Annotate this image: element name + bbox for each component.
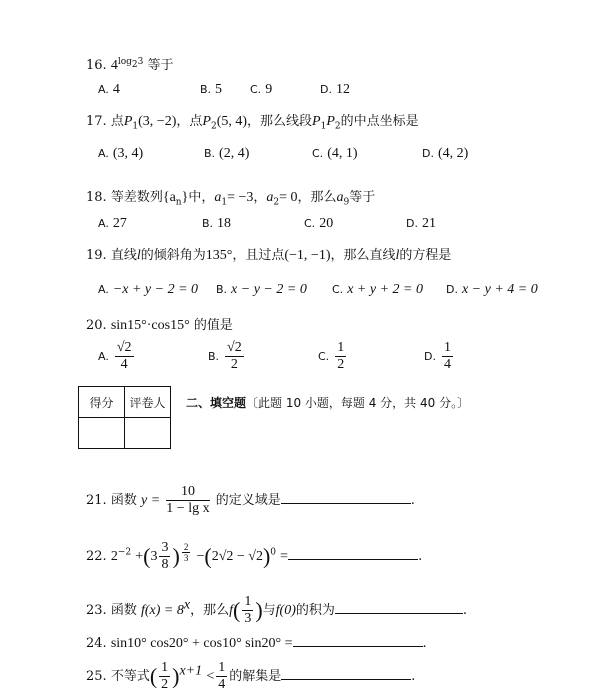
q20-option-c	[318, 340, 348, 373]
option-value: x + y + 2 = 0	[347, 282, 423, 297]
point-coord: (3, −2)	[138, 114, 177, 129]
option-value: 21	[421, 216, 436, 231]
option-label: A.	[98, 217, 109, 230]
option-label: A.	[98, 147, 109, 160]
term-name: a	[266, 190, 274, 205]
question-text: 的值是	[193, 318, 233, 333]
period: .	[422, 636, 427, 651]
question-number: 25.	[86, 669, 107, 684]
denominator: 1 − lg x	[166, 501, 210, 516]
option-label: B.	[216, 283, 228, 296]
option-label: D.	[424, 350, 436, 363]
operator: <	[206, 669, 215, 684]
question-21	[86, 484, 415, 517]
function-lhs: y =	[140, 493, 161, 508]
operator: −	[196, 549, 205, 564]
subscript: 2	[334, 121, 341, 132]
grader-header: 评卷人	[125, 387, 171, 418]
option-label: B.	[202, 217, 214, 230]
denominator: 4	[120, 357, 128, 372]
subscript: 1	[320, 121, 327, 132]
option-value: 20	[319, 216, 334, 231]
power-base: 2	[110, 549, 118, 564]
option-value: 12	[335, 82, 350, 97]
score-table	[78, 386, 171, 449]
option-value: (4, 2)	[437, 146, 469, 161]
sequence-name: {a	[162, 190, 176, 205]
q18-option-d	[406, 216, 436, 232]
left-paren: (	[232, 597, 241, 623]
question-24	[86, 634, 427, 652]
q18-option-c	[304, 216, 333, 232]
period: .	[411, 669, 416, 684]
option-label: A.	[98, 283, 109, 296]
question-16	[86, 54, 174, 74]
angle-value: 135°	[205, 248, 233, 263]
question-text: 的积为	[295, 603, 335, 618]
question-number: 19.	[86, 248, 107, 263]
numerator: 1	[218, 660, 226, 675]
fraction	[335, 340, 346, 373]
denominator: 2	[337, 357, 345, 372]
numerator: 1	[443, 340, 451, 355]
q19-option-b	[216, 282, 307, 298]
fraction	[166, 484, 209, 517]
exponent: x+1	[179, 663, 203, 679]
question-number: 24.	[86, 636, 107, 651]
question-number: 16.	[86, 58, 107, 73]
fraction	[242, 594, 253, 627]
math-expression: sin15°·cos15°	[110, 318, 190, 333]
section-title: 二、填空题	[186, 396, 247, 410]
q20-option-a	[98, 340, 136, 373]
q16-option-c	[250, 82, 272, 98]
term-name: a	[336, 190, 344, 205]
log-label: log	[117, 56, 132, 67]
left-paren: (	[143, 543, 151, 569]
fraction	[115, 340, 134, 373]
question-text: ，且过点	[232, 248, 285, 263]
fraction	[159, 660, 170, 693]
option-label: C.	[304, 217, 316, 230]
option-label: C.	[318, 350, 330, 363]
question-text: 中，	[188, 190, 215, 205]
period: .	[418, 549, 423, 564]
grader-cell[interactable]	[125, 418, 171, 449]
left-paren: (	[149, 663, 158, 689]
denominator: 8	[161, 557, 169, 572]
score-cell[interactable]	[79, 418, 125, 449]
question-23	[86, 594, 467, 627]
point-coord: (5, 4)	[216, 114, 248, 129]
question-text: 的倾斜角为	[140, 248, 206, 263]
question-number: 17.	[86, 114, 107, 129]
exponent: 0	[270, 547, 277, 558]
q17-option-d	[422, 146, 468, 162]
point-coord: (−1, −1)	[284, 248, 331, 263]
function-def: f(x) = 8	[140, 603, 184, 618]
question-text: 的解集是	[229, 669, 282, 684]
option-label: D.	[320, 83, 332, 96]
right-paren: )	[172, 663, 180, 689]
subscript: 2	[210, 121, 217, 132]
option-label: C.	[312, 147, 324, 160]
subscript: 1	[132, 121, 139, 132]
question-text: ，点	[176, 114, 203, 129]
option-label: B.	[200, 83, 212, 96]
equals: =	[280, 549, 289, 564]
denominator: 2	[230, 357, 238, 372]
q16-option-b	[200, 82, 222, 98]
question-number: 21.	[86, 493, 107, 508]
sequence-brace: }	[181, 190, 189, 205]
option-label: C.	[332, 283, 344, 296]
option-value: 5	[215, 82, 223, 97]
math-expression: sin10° cos20° + cos10° sin20° =	[110, 636, 293, 651]
q19-option-d	[446, 282, 538, 298]
score-header: 得分	[79, 387, 125, 418]
option-label: B.	[208, 350, 220, 363]
question-text: 的中点坐标是	[340, 114, 419, 129]
log-base: 2	[131, 59, 138, 70]
numerator: 2	[183, 541, 189, 552]
line-name: l	[136, 248, 141, 263]
denominator: 2	[161, 677, 169, 692]
q16-option-a	[98, 82, 120, 98]
question-text: 直线	[110, 248, 137, 263]
answer-blank[interactable]	[335, 601, 463, 614]
answer-blank[interactable]	[288, 547, 418, 560]
q19-option-c	[332, 282, 423, 298]
term-value: = 0	[279, 190, 298, 205]
option-label: A.	[98, 83, 109, 96]
exponent-fraction	[182, 542, 191, 563]
option-value: x − y + 4 = 0	[461, 282, 538, 297]
option-value: 27	[112, 216, 127, 231]
fraction	[216, 660, 227, 693]
answer-blank[interactable]	[281, 491, 411, 504]
left-paren: (	[204, 543, 212, 569]
operator: +	[135, 549, 144, 564]
option-label: A.	[98, 350, 109, 363]
term-value: = −3	[227, 190, 254, 205]
subscript: 2	[273, 197, 280, 208]
section-heading	[186, 394, 469, 411]
question-text: 函数	[110, 493, 137, 508]
mixed-whole: 3	[150, 549, 158, 564]
segment-name: P	[312, 114, 321, 129]
option-label: D.	[422, 147, 434, 160]
point-name: P	[202, 114, 211, 129]
denominator: 4	[443, 357, 451, 372]
q19-option-a	[98, 282, 198, 298]
denominator: 4	[218, 677, 226, 692]
period: .	[410, 493, 415, 508]
question-text: ，那么直线	[330, 248, 396, 263]
denominator: 3	[183, 552, 189, 563]
q18-option-b	[202, 216, 231, 232]
question-20	[86, 314, 233, 334]
question-text: ，那么线段	[247, 114, 313, 129]
question-text: ，那么	[297, 190, 337, 205]
option-label: B.	[204, 147, 216, 160]
question-text: 的方程是	[399, 248, 452, 263]
power-base: 4	[110, 58, 118, 73]
option-value: −x + y − 2 = 0	[112, 282, 199, 297]
option-label: D.	[406, 217, 418, 230]
right-paren: )	[172, 543, 180, 569]
numerator: √2	[227, 340, 242, 355]
question-text: ，那么	[190, 603, 230, 618]
option-value: 4	[112, 82, 120, 97]
option-value: x − y − 2 = 0	[231, 282, 307, 297]
question-text: 等差数列	[110, 190, 163, 205]
segment-name: P	[326, 114, 335, 129]
exponent: −2	[117, 547, 132, 558]
term-name: a	[214, 190, 222, 205]
option-label: D.	[446, 283, 458, 296]
function-name: f	[229, 603, 233, 618]
option-value: 18	[217, 216, 232, 231]
separator: ，	[253, 190, 267, 205]
question-number: 20.	[86, 318, 107, 333]
question-text: 与	[262, 603, 276, 618]
question-text: 点	[110, 114, 124, 129]
answer-blank[interactable]	[281, 667, 411, 680]
denominator: 3	[244, 611, 252, 626]
question-22	[86, 540, 422, 573]
question-text: 函数	[110, 603, 137, 618]
period: .	[462, 603, 468, 618]
numerator: 3	[161, 540, 169, 555]
inner-expression: 2√2 − √2	[211, 549, 263, 564]
subscript: 1	[221, 197, 228, 208]
fraction	[225, 340, 244, 373]
question-text: 等于	[147, 58, 174, 73]
numerator: 10	[166, 484, 209, 501]
q17-option-a	[98, 146, 143, 162]
question-19	[86, 244, 451, 264]
log-arg: 3	[137, 56, 144, 67]
function-value: f(0)	[275, 603, 296, 618]
numerator: √2	[116, 340, 132, 355]
subscript: n	[175, 197, 182, 208]
q17-option-b	[204, 146, 249, 162]
line-name: l	[395, 248, 400, 263]
option-label: C.	[250, 83, 262, 96]
question-text: 等于	[349, 190, 376, 205]
question-text: 的定义域是	[215, 493, 281, 508]
option-value: (3, 4)	[112, 146, 144, 161]
question-18	[86, 186, 375, 208]
fraction	[159, 540, 170, 573]
option-value: (4, 1)	[327, 146, 358, 161]
right-paren: )	[262, 543, 271, 569]
question-number: 22.	[86, 549, 107, 564]
q20-option-d	[424, 340, 455, 373]
answer-blank[interactable]	[293, 634, 423, 647]
question-17	[86, 110, 419, 132]
numerator: 1	[244, 594, 252, 609]
q18-option-a	[98, 216, 127, 232]
option-value: (2, 4)	[219, 146, 250, 161]
q20-option-b	[208, 340, 246, 373]
question-number: 23.	[86, 603, 107, 618]
point-name: P	[123, 114, 133, 129]
section-description: 〔此题 10 小题，每题 4 分，共 40 分。〕	[246, 396, 470, 410]
numerator: 1	[161, 660, 169, 675]
fraction	[442, 340, 453, 373]
numerator: 1	[337, 340, 345, 355]
question-25	[86, 660, 415, 693]
option-value: 9	[265, 82, 273, 97]
question-text: 不等式	[110, 669, 150, 684]
q17-option-c	[312, 146, 358, 162]
question-number: 18.	[86, 190, 107, 205]
right-paren: )	[255, 597, 263, 623]
q16-option-d	[320, 82, 350, 98]
exponent: x	[183, 597, 191, 613]
subscript: 9	[343, 197, 350, 208]
